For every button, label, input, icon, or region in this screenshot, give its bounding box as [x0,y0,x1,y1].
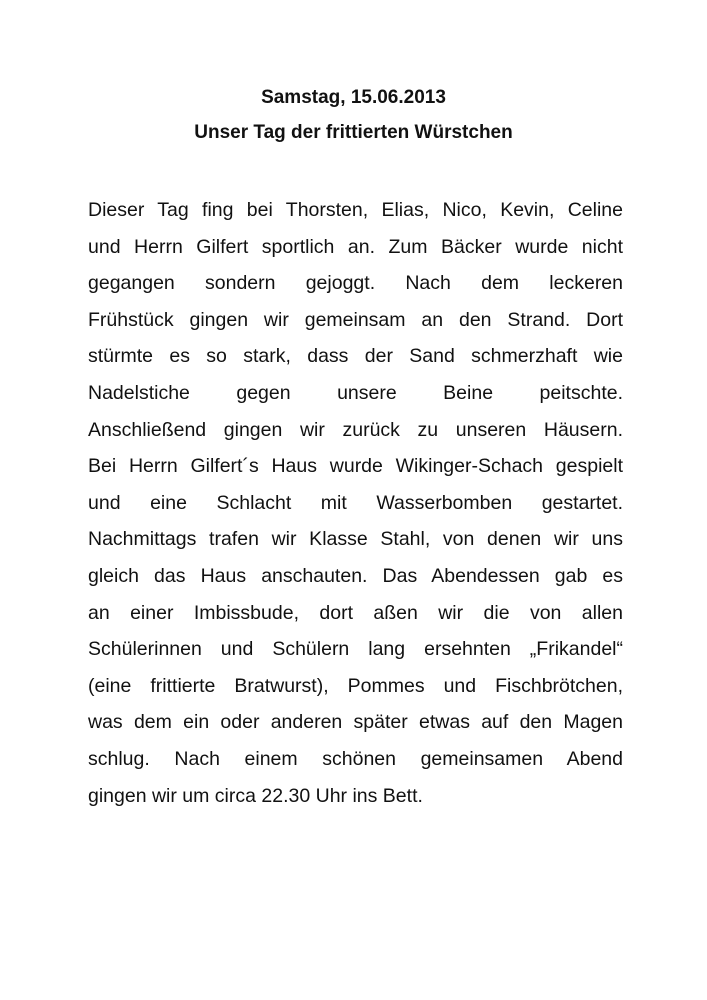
paragraph-line: Bei Herrn Gilfert´s Haus wurde Wikinger-Schach gespielt [88,455,623,478]
paragraph-line: Nachmittags trafen wir Klasse Stahl, von denen wir uns [88,528,623,551]
paragraph-line: an einer Imbissbude, dort aßen wir die von allen [88,601,623,624]
paragraph-line: Nadelstiche gegen unsere Beine peitschte. [88,381,623,404]
paragraph-line: (eine frittierte Bratwurst), Pommes und Fischbrötchen, [88,674,623,697]
document-date: Samstag, 15.06.2013 [261,87,446,108]
paragraph-line: Anschließend gingen wir zurück zu unseren Häusern. [88,418,623,441]
body-paragraph [88,192,623,814]
paragraph-line: schlug. Nach einem schönen gemeinsamen Abend [88,747,623,770]
paragraph-line: Dieser Tag fing bei Thorsten, Elias, Nico, Kevin, Celine [88,199,623,221]
paragraph-line: gleich das Haus anschauten. Das Abendessen gab es [88,564,623,587]
paragraph-line: Schülerinnen und Schülern lang ersehnten „Frikandel“ [88,638,623,661]
paragraph-line: Frühstück gingen wir gemeinsam an den Strand. Dort [88,308,623,331]
paragraph-line: und eine Schlacht mit Wasserbomben gestartet. [88,491,623,514]
paragraph-line: gegangen sondern gejoggt. Nach dem leckeren [88,272,623,295]
paragraph-line: und Herrn Gilfert sportlich an. Zum Bäcker wurde nicht [88,235,623,258]
document-title: Unser Tag der frittierten Würstchen [194,122,513,143]
paragraph-line: was dem ein oder anderen später etwas auf den Magen [88,711,623,734]
paragraph-last-line: gingen wir um circa 22.30 Uhr ins Bett. [88,784,423,807]
paragraph-line: stürmte es so stark, dass der Sand schmerzhaft wie [88,345,623,368]
